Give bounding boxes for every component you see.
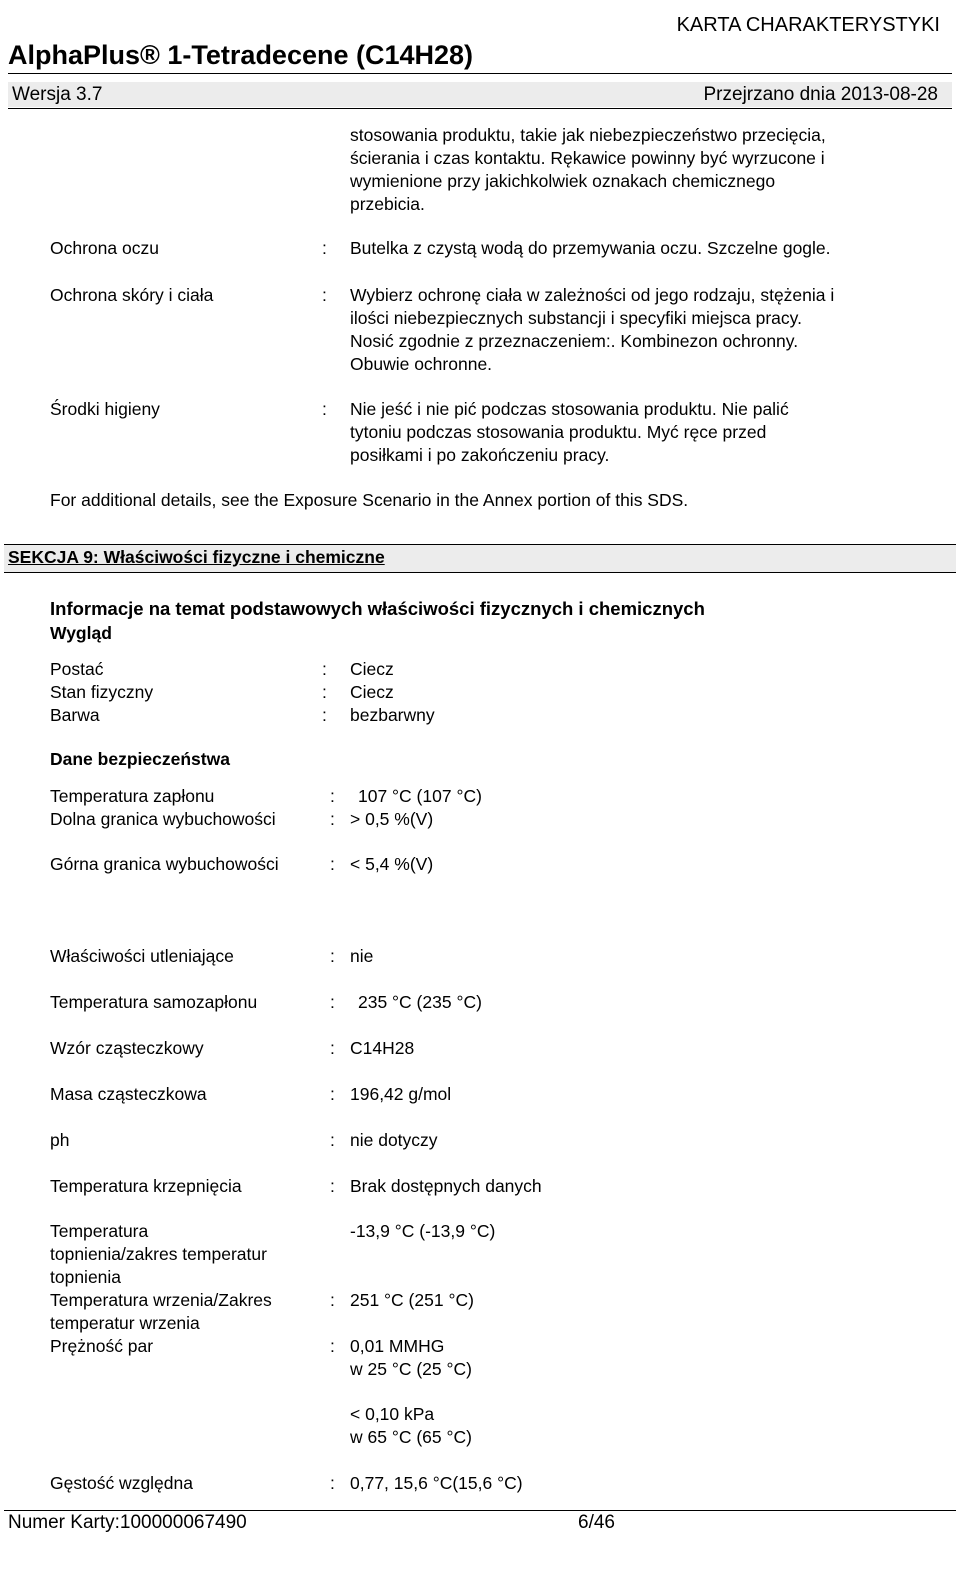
lower-explosion-limit-label: Dolna granica wybuchowości — [50, 809, 276, 829]
melting-point-value: -13,9 °C (-13,9 °C) — [350, 1221, 496, 1241]
colon: : — [322, 285, 327, 305]
freezing-point-value: Brak dostępnych danych — [350, 1176, 542, 1196]
revision-date: Przejrzano dnia 2013-08-28 — [703, 84, 938, 105]
skin-protection-line: Nosić zgodnie z przeznaczeniem:. Kombinezon ochronny. — [350, 331, 799, 351]
eye-protection-value: Butelka z czystą wodą do przemywania oczu. Szczelne gogle. — [350, 238, 831, 258]
upper-explosion-limit-label: Górna granica wybuchowości — [50, 854, 279, 874]
boiling-point-label: temperatur wrzenia — [50, 1313, 200, 1333]
skin-protection-line: Obuwie ochronne. — [350, 354, 493, 374]
autoignition-value: 235 °C (235 °C) — [358, 992, 482, 1012]
additional-details-note: For additional details, see the Exposure Scenario in the Annex portion of this SDS. — [50, 490, 689, 510]
skin-protection-label: Ochrona skóry i ciała — [50, 285, 214, 305]
glove-text-line: stosowania produktu, takie jak niebezpieczeństwo przecięcia, — [350, 125, 826, 145]
hygiene-label: Środki higieny — [50, 399, 160, 419]
footer-divider — [4, 1510, 956, 1511]
header-divider-bottom — [8, 108, 952, 109]
glove-text-line: ścierania i czas kontaktu. Rękawice powinny być wyrzucone i — [350, 148, 825, 168]
section-subtitle: Informacje na temat podstawowych właściwości fizycznych i chemicznych — [50, 598, 705, 619]
colon: : — [330, 809, 335, 829]
colon: : — [330, 1336, 335, 1356]
color-value: bezbarwny — [350, 705, 435, 725]
eye-protection-label: Ochrona oczu — [50, 238, 159, 258]
upper-explosion-limit-value: < 5,4 %(V) — [350, 854, 434, 874]
card-number: Numer Karty:100000067490 — [8, 1512, 247, 1533]
oxidizing-properties-value: nie — [350, 946, 374, 966]
hygiene-line: posiłkami i po zakończeniu pracy. — [350, 445, 610, 465]
colon: : — [330, 1130, 335, 1150]
header-divider — [8, 73, 952, 74]
ph-value: nie dotyczy — [350, 1130, 438, 1150]
melting-point-label: Temperatura — [50, 1221, 149, 1241]
colon: : — [330, 854, 335, 874]
form-label: Postać — [50, 659, 104, 679]
boiling-point-label: Temperatura wrzenia/Zakres — [50, 1290, 272, 1310]
colon: : — [330, 1084, 335, 1104]
version: Wersja 3.7 — [12, 84, 103, 105]
form-value: Ciecz — [350, 659, 394, 679]
flash-point-label: Temperatura zapłonu — [50, 786, 215, 806]
molecular-weight-value: 196,42 g/mol — [350, 1084, 452, 1104]
hygiene-line: tytoniu podczas stosowania produktu. Myć ręce przed — [350, 422, 767, 442]
molecular-formula-label: Wzór cząsteczkowy — [50, 1038, 204, 1058]
colon: : — [330, 1290, 335, 1310]
safety-data-heading: Dane bezpieczeństwa — [50, 749, 230, 769]
autoignition-label: Temperatura samozapłonu — [50, 992, 258, 1012]
colon: : — [330, 992, 335, 1012]
colon: : — [330, 1176, 335, 1196]
colon: : — [330, 946, 335, 966]
molecular-weight-label: Masa cząsteczkowa — [50, 1084, 207, 1104]
glove-text-line: wymienione przy jakichkolwiek oznakach chemicznego — [350, 171, 776, 191]
molecular-formula-value: C14H28 — [350, 1038, 415, 1058]
physical-state-value: Ciecz — [350, 682, 394, 702]
vapor-pressure-value: 0,01 MMHG — [350, 1336, 445, 1356]
relative-density-value: 0,77, 15,6 °C(15,6 °C) — [350, 1473, 523, 1493]
colon: : — [322, 659, 327, 679]
glove-text-line: przebicia. — [350, 194, 425, 214]
colon: : — [322, 238, 327, 258]
product-title: AlphaPlus® 1-Tetradecene (C14H28) — [8, 40, 474, 70]
vapor-pressure-value: < 0,10 kPa — [350, 1404, 435, 1424]
colon: : — [330, 786, 335, 806]
melting-point-label: topnienia — [50, 1267, 122, 1287]
color-label: Barwa — [50, 705, 100, 725]
page-number: 6/46 — [578, 1512, 615, 1533]
colon: : — [330, 1473, 335, 1493]
hygiene-line: Nie jeść i nie pić podczas stosowania produktu. Nie palić — [350, 399, 789, 419]
vapor-pressure-condition: w 25 °C (25 °C) — [350, 1359, 472, 1379]
colon: : — [322, 399, 327, 419]
vapor-pressure-condition: w 65 °C (65 °C) — [350, 1427, 472, 1447]
lower-explosion-limit-value: > 0,5 %(V) — [350, 809, 434, 829]
oxidizing-properties-label: Właściwości utleniające — [50, 946, 234, 966]
colon: : — [322, 682, 327, 702]
colon: : — [330, 1038, 335, 1058]
boiling-point-value: 251 °C (251 °C) — [350, 1290, 474, 1310]
document-type: KARTA CHARAKTERYSTYKI — [676, 14, 940, 36]
freezing-point-label: Temperatura krzepnięcia — [50, 1176, 242, 1196]
relative-density-label: Gęstość względna — [50, 1473, 193, 1493]
vapor-pressure-label: Prężność par — [50, 1336, 154, 1356]
appearance-heading: Wygląd — [50, 623, 112, 643]
section-title: SEKCJA 9: Właściwości fizyczne i chemiczne — [8, 547, 385, 567]
skin-protection-line: Wybierz ochronę ciała w zależności od jego rodzaju, stężenia i — [350, 285, 835, 305]
melting-point-label: topnienia/zakres temperatur — [50, 1244, 267, 1264]
colon: : — [322, 705, 327, 725]
physical-state-label: Stan fizyczny — [50, 682, 154, 702]
skin-protection-line: ilości niebezpiecznych substancji i specyfiki miejsca pracy. — [350, 308, 802, 328]
ph-label: ph — [50, 1130, 70, 1150]
flash-point-value: 107 °C (107 °C) — [358, 786, 482, 806]
